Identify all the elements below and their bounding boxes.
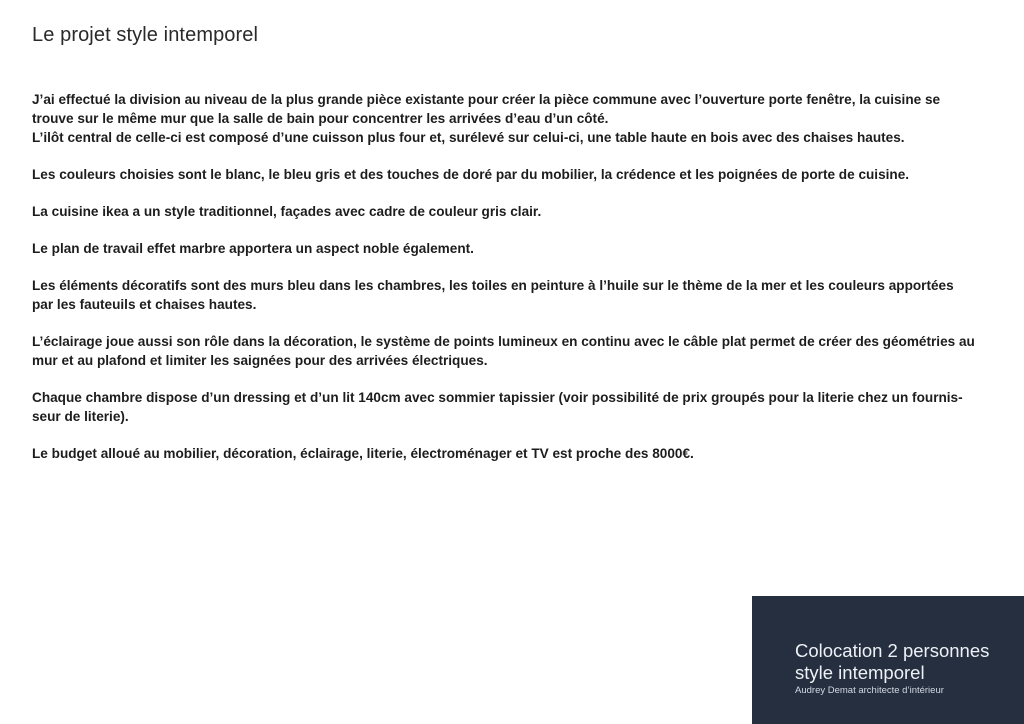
- paragraph-line: trouve sur le même mur que la salle de bain pour concentrer les arrivées d’eau d’un côté.: [32, 111, 609, 126]
- paragraph-line: J’ai effectué la division au niveau de la plus grande pièce existante pour créer la pièce commune avec l’ouverture porte fenêtre, la cuisine se: [32, 92, 941, 107]
- paragraph-worktop: [32, 239, 1000, 258]
- paragraph-lighting: [32, 332, 1000, 370]
- paragraph-line: La cuisine ikea a un style traditionnel, façades avec cadre de couleur gris clair.: [32, 204, 542, 219]
- paragraph-line: Les éléments décoratifs sont des murs bleu dans les chambres, les toiles en peinture à l’huile sur le thème de la mer et les couleurs apportées: [32, 278, 954, 293]
- paragraph-line: Chaque chambre dispose d’un dressing et d’un lit 140cm avec sommier tapissier (voir possibilité de prix groupés pour la literie chez un fournis-: [32, 390, 963, 405]
- paragraph-kitchen-style: [32, 202, 1000, 221]
- paragraph-kitchen-layout: [32, 90, 1000, 147]
- paragraph-line: Les couleurs choisies sont le blanc, le bleu gris et des touches de doré par du mobilier, la crédence et les poignées de porte de cuisine.: [32, 167, 910, 182]
- paragraph-line: par les fauteuils et chaises hautes.: [32, 297, 257, 312]
- paragraph-bedrooms: [32, 388, 1000, 426]
- paragraph-decor: [32, 276, 1000, 314]
- footer-author: Audrey Demat architecte d’intérieur: [795, 685, 944, 696]
- footer-title-box: [752, 596, 1024, 724]
- paragraph-line: Le plan de travail effet marbre apportera un aspect noble également.: [32, 241, 474, 256]
- paragraph-colors: [32, 165, 1000, 184]
- footer-title-line: style intemporel: [795, 662, 925, 683]
- footer-title-line: Colocation 2 personnes: [795, 640, 990, 661]
- paragraph-line: L’ilôt central de celle-ci est composé d’une cuisson plus four et, surélevé sur celui-ci, une table haute en bois avec des chaises hautes.: [32, 130, 905, 145]
- paragraph-line: mur et au plafond et limiter les saignées pour des arrivées électriques.: [32, 353, 488, 368]
- paragraph-line: seur de literie).: [32, 409, 129, 424]
- paragraph-line: Le budget alloué au mobilier, décoration, éclairage, literie, électroménager et TV est proche des 8000€.: [32, 446, 694, 461]
- page-title: Le projet style intemporel: [32, 24, 259, 46]
- paragraph-line: L’éclairage joue aussi son rôle dans la décoration, le système de points lumineux en continu avec le câble plat permet de créer des géométries au: [32, 334, 975, 349]
- footer-title: [795, 640, 989, 684]
- paragraph-budget: [32, 444, 1000, 463]
- body-text: [32, 90, 1000, 481]
